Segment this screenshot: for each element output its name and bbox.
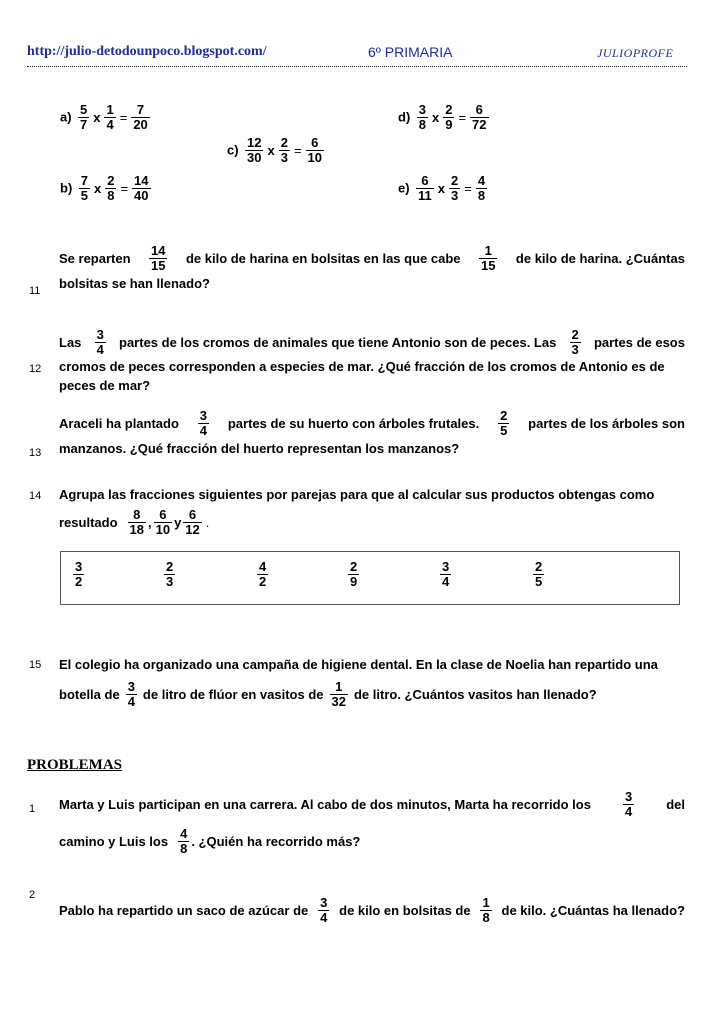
fraction: $\frac{8}{18}$ <box>129 507 144 537</box>
fraction: $\frac{14}{15}$ <box>151 243 166 273</box>
fraction: $\frac{2}{9}$ <box>445 102 453 132</box>
fractions-box <box>60 551 680 605</box>
fraction: $\frac{2}{5}$ <box>500 408 508 438</box>
fraction: $\frac{3}{4}$ <box>624 789 633 819</box>
header-author: JULIOPROFE <box>597 46 674 60</box>
fraction: $\frac{6}{10}$ <box>155 507 171 537</box>
problem-number: 1 <box>29 803 36 815</box>
exercise-label: e) <box>398 180 410 196</box>
fraction: $\frac{6}{10}$ <box>307 135 323 165</box>
exercise-label: a) <box>60 109 72 125</box>
fraction: $\frac{4}{8}$ <box>180 826 188 856</box>
problem-number: 13 <box>29 447 42 459</box>
fraction: $\frac{12}{30}$ <box>247 135 262 165</box>
problem-number: 2 <box>29 889 36 901</box>
exercise-label: d) <box>398 109 411 125</box>
fraction: $\frac{2}{3}$ <box>571 327 579 357</box>
fraction: $\frac{2}{3}$ <box>451 173 459 203</box>
times-sign: x <box>267 143 275 158</box>
fraction: $\frac{5}{7}$ <box>80 102 88 132</box>
fraction: $\frac{2}{8}$ <box>107 173 115 203</box>
exercise-e <box>398 174 489 203</box>
fraction: $\frac{1}{4}$ <box>106 102 114 132</box>
problem-number: 12 <box>29 363 42 375</box>
fraction: $\frac{6}{11}$ <box>418 173 432 203</box>
header-divider <box>27 66 687 67</box>
exercise-label: b) <box>60 180 73 196</box>
problem-number: 14 <box>29 490 42 502</box>
fraction: $\frac{4}{8}$ <box>477 173 486 203</box>
fraction: $\frac{6}{12}$ <box>185 507 200 537</box>
fraction: $\frac{1}{32}$ <box>331 679 346 709</box>
exercise-a <box>60 103 152 132</box>
times-sign: x <box>93 110 101 125</box>
problem-15: El colegio ha organizado una campaña de higiene dental. En la clase de Noelia han repartido una botella de $\frac{3}{4}$ de litro de flúor en vasitos de $\frac{1}{32}$ de litro. ¿Cuántos vasitos han llenado? <box>59 657 658 709</box>
problemas-title: PROBLEMAS <box>27 757 123 773</box>
box-fraction: $\frac{3}{2}$ <box>75 559 83 589</box>
times-sign: x <box>431 110 440 125</box>
fraction: $\frac{3}{4}$ <box>127 679 135 709</box>
box-fraction: $\frac{4}{2}$ <box>259 559 267 589</box>
fraction: $\frac{3}{4}$ <box>320 895 328 925</box>
exercise-c <box>227 136 326 165</box>
equals-sign: = <box>119 110 128 125</box>
exercise-b <box>60 174 153 203</box>
problem-14: Agrupa las fracciones siguientes por parejas para que al calcular sus productos obtengas como resultado $\frac{8}{18}$ , $\frac{6}{10}$ y $\frac{6}{12}$ . <box>59 487 655 537</box>
problem-number: 15 <box>29 659 42 671</box>
times-sign: x <box>93 181 102 196</box>
fraction: $\frac{3}{8}$ <box>418 102 426 132</box>
problem-13: Araceli ha plantado $\frac{3}{4}$ partes de su huerto con árboles frutales. $\frac{2}{5}$ partes de los árboles son manzanos. ¿Qué fracción del huerto representan los manzanos? <box>59 408 685 456</box>
fraction: $\frac{7}{5}$ <box>80 173 88 203</box>
equals-sign: = <box>464 181 472 196</box>
box-fraction: $\frac{2}{9}$ <box>350 559 358 589</box>
fraction: $\frac{3}{4}$ <box>96 327 104 357</box>
box-fraction: $\frac{2}{3}$ <box>166 559 174 589</box>
times-sign: x <box>437 181 445 196</box>
fraction: $\frac{1}{8}$ <box>482 895 490 925</box>
exercise-label: c) <box>227 142 239 158</box>
fraction: $\frac{1}{15}$ <box>480 243 496 273</box>
fraction: $\frac{3}{4}$ <box>199 408 207 438</box>
problema-2: Pablo ha repartido un saco de azúcar de $\frac{3}{4}$ de kilo en bolsitas de $\frac{1}{8}$ de kilo. ¿Cuántas ha llenado? <box>59 895 685 925</box>
problem-11: Se reparten $\frac{14}{15}$ de kilo de harina en bolsitas en las que cabe $\frac{1}{15}$ de kilo de harina. ¿Cuántas bolsitas se han llenado? <box>59 243 685 291</box>
problema-1: Marta y Luis participan en una carrera. Al cabo de dos minutos, Marta ha recorrido los $\frac{3}{4}$ del camino y Luis los $\frac{4}{8}$ . ¿Quién ha recorrido más? <box>59 789 685 856</box>
exercise-d <box>398 103 491 132</box>
box-fraction: $\frac{3}{4}$ <box>442 559 450 589</box>
problem-number: 11 <box>29 285 41 297</box>
header-grade: 6º PRIMARIA <box>368 44 453 60</box>
fraction: $\frac{6}{72}$ <box>472 102 487 132</box>
fraction: $\frac{2}{3}$ <box>280 135 288 165</box>
equals-sign: = <box>293 143 302 158</box>
problem-12: Las $\frac{3}{4}$ partes de los cromos de animales que tiene Antonio son de peces. Las $\frac{2}{3}$ partes de esos cromos de peces corresponden a especies de mar. ¿Qué fracción de los cromos de Antonio es de peces de mar? <box>59 327 685 393</box>
fraction: $\frac{14}{40}$ <box>134 173 149 203</box>
equals-sign: = <box>120 181 129 196</box>
equals-sign: = <box>458 110 467 125</box>
header-link[interactable]: http://julio-detodounpoco.blogspot.com/ <box>27 44 267 59</box>
fraction: $\frac{7}{20}$ <box>133 102 148 132</box>
box-fraction: $\frac{2}{5}$ <box>535 559 543 589</box>
